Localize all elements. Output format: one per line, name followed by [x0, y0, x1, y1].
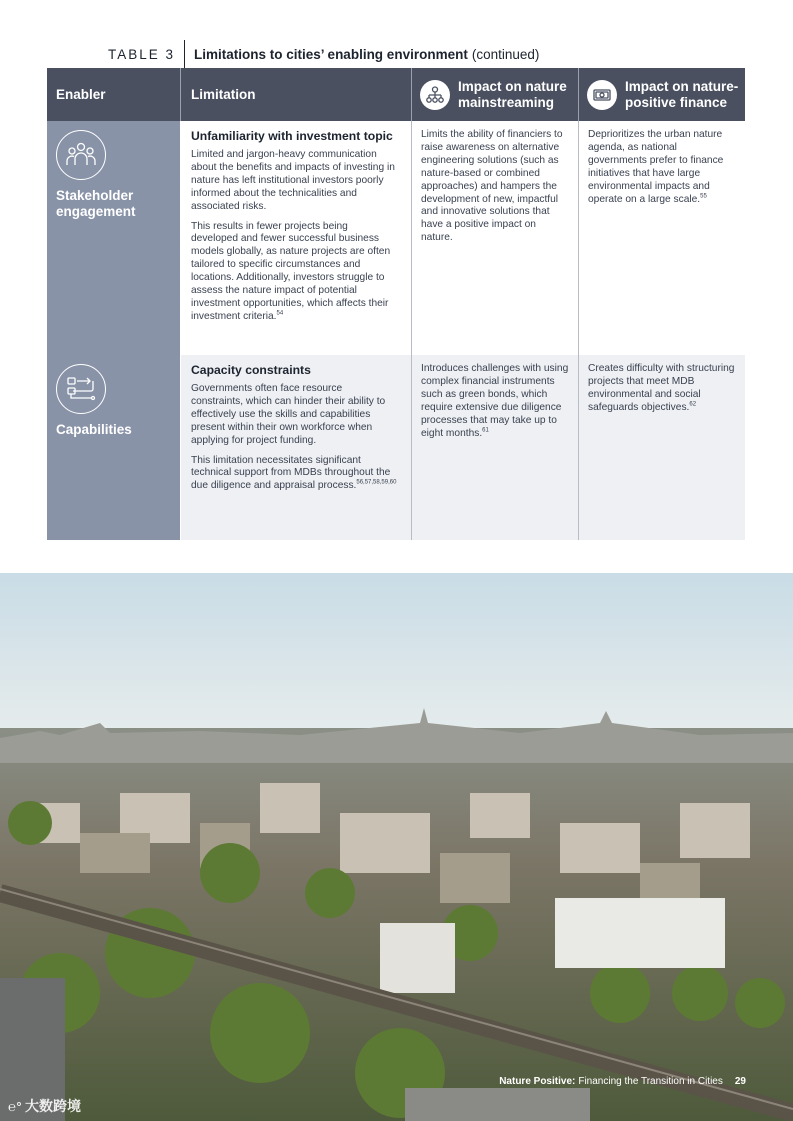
header-enabler	[47, 68, 181, 121]
header-impact-nature	[412, 68, 579, 121]
header-limitation	[181, 68, 412, 121]
enabler-name: Stakeholder engagement	[56, 188, 136, 219]
limitation-paragraph: Limited and jargon-heavy communication about the benefits and impacts of investing in nature has left institutional investors poorly informed about the technicalities and associated risks.	[191, 149, 395, 212]
watermark-text: 大数跨境	[25, 1098, 81, 1114]
footnote-ref: 56,57,58,59,60	[356, 479, 397, 486]
footnote-ref: 61	[482, 427, 489, 434]
footnote-ref: 55	[700, 193, 707, 200]
impact-finance-cell	[579, 355, 745, 540]
watermark	[8, 1096, 81, 1116]
impact-nature-text: Introduces challenges with using complex financial instruments such as green bonds, which require extensive due diligence processes that may take up to eight months.	[421, 363, 569, 439]
header-enabler-label: Enabler	[56, 87, 106, 102]
impact-nature-text: Limits the ability of financiers to raise awareness on alternative engineering solutions (such as nature-based or combined approaches) and hampers the development of new, impactful and innovative solutions that have a positive impact on nature.	[421, 129, 563, 244]
table-title-suffix: (continued)	[471, 46, 540, 62]
people-group-icon	[56, 130, 106, 180]
impact-finance-text: Deprioritizes the urban nature agenda, as national governments prefer to finance initiatives that have large environmental impacts and operate on a large scale.	[588, 129, 724, 205]
table-row	[47, 355, 745, 540]
impact-finance-cell	[579, 121, 745, 355]
limitation-paragraph-text: This limitation necessitates significant technical support from MDBs throughout the due diligence and appraisal process.	[191, 454, 391, 492]
banknote-icon	[587, 80, 617, 110]
header-impact-finance-label: Impact on nature-positive finance	[625, 78, 739, 110]
limitation-paragraph-text: This results in fewer projects being developed and fewer successful business models globally, as nature projects are often tailored to specific circumstances and locations. Additionally, investors struggle to assess the nature impact of potential investment opportunities, which affects their investment criteria.	[191, 220, 391, 322]
impact-nature-cell	[412, 355, 579, 540]
impact-nature-cell	[412, 121, 579, 355]
limitation-paragraph	[191, 455, 397, 494]
header-impact-nature-label: Impact on nature mainstreaming	[458, 78, 567, 110]
table-number: TABLE 3	[108, 46, 176, 62]
limitation-title: Capacity constraints	[191, 363, 311, 377]
watermark-logo-icon: ℮°	[8, 1098, 21, 1114]
caption-divider	[184, 40, 185, 68]
footer-brand: Nature Positive:	[499, 1076, 576, 1087]
city-aerial-photo	[0, 573, 793, 1121]
footnote-ref: 62	[689, 401, 697, 408]
header-limitation-label: Limitation	[191, 87, 256, 102]
footnote-ref: 54	[276, 310, 284, 317]
enabler-cell	[47, 355, 181, 540]
limitation-title: Unfamiliarity with investment topic	[191, 129, 393, 143]
impact-finance-text: Creates difficulty with structuring projects that meet MDB environmental and social safeguards objectives.	[588, 363, 735, 413]
header-impact-finance	[579, 68, 745, 121]
limitations-table	[47, 68, 745, 540]
enabler-cell	[47, 121, 181, 355]
org-chart-icon	[420, 80, 450, 110]
enabler-name: Capabilities	[56, 422, 132, 437]
city-photo-illustration	[0, 573, 793, 1121]
process-flow-icon	[56, 364, 106, 414]
limitation-cell	[181, 355, 412, 540]
limitation-paragraph: Governments often face resource constraints, which can hinder their ability to effectively use the skills and capabilities present within their own workforce when applying for project funding.	[191, 383, 386, 446]
table-title: Limitations to cities’ enabling environment	[194, 46, 468, 62]
table-caption	[108, 40, 539, 68]
table-row	[47, 121, 745, 355]
page-number: 29	[734, 1076, 746, 1087]
table-header-row	[47, 68, 745, 121]
limitation-cell	[181, 121, 412, 355]
footer-title: Financing the Transition in Cities	[578, 1076, 723, 1087]
limitation-paragraph	[191, 221, 397, 324]
page-footer	[499, 1076, 746, 1087]
